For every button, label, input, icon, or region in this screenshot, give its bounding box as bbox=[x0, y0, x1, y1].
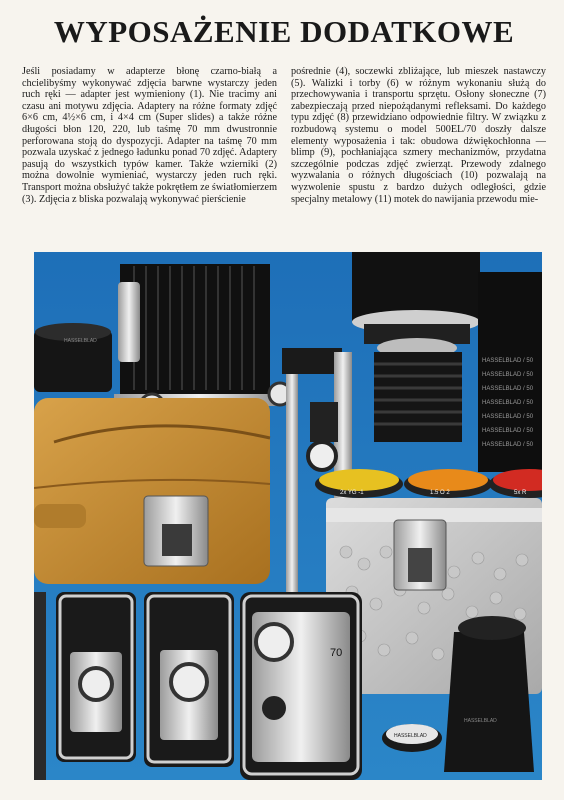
filter-set bbox=[315, 469, 542, 498]
box-label-2: HASSELBLAD / 50 bbox=[482, 372, 534, 378]
leather-case bbox=[34, 398, 270, 584]
box-label-4: HASSELBLAD / 50 bbox=[482, 400, 534, 406]
lens-cap bbox=[382, 724, 442, 752]
film-magazine-1 bbox=[34, 592, 46, 780]
filter-box-stack bbox=[478, 272, 542, 472]
film-magazine-3 bbox=[144, 592, 234, 767]
bellows-unit bbox=[114, 264, 291, 418]
accessories-illustration bbox=[34, 252, 542, 780]
filter-label-orange: 1.5 O 2 bbox=[430, 490, 450, 496]
filter-label-yellow: 2x YG -1 bbox=[340, 490, 364, 496]
body-text bbox=[22, 66, 546, 236]
svg-text:HASSELBLAD: HASSELBLAD bbox=[64, 338, 97, 344]
box-label-3: HASSELBLAD / 50 bbox=[482, 386, 534, 392]
accessories-photo bbox=[34, 252, 542, 780]
page-title: WYPOSAŻENIE DODATKOWE bbox=[53, 14, 515, 49]
magazine-number: 70 bbox=[330, 647, 343, 659]
box-label-6: HASSELBLAD / 50 bbox=[482, 428, 534, 434]
film-magazine-70 bbox=[240, 592, 362, 780]
filter-label-red: 5x R bbox=[514, 490, 527, 496]
lens-hood-object bbox=[34, 323, 112, 392]
box-label-1: HASSELBLAD / 50 bbox=[482, 358, 534, 364]
text-column-left: Jeśli posiadamy w adapterze błonę czarno-białą a chcielibyśmy wykonywać zdjęcia barwne wystarczy jeden ruch ręki — adapter jest wymieniony (1). Nie tracimy ani czasu ani motywu zdjęcia. Adaptery na różne formaty zdjęć 6×6 cm, 4½×6 cm, i 4×4 cm (Super slides) a także różne długości błon 120, 220, lub taśmę 70 mm dwustronnie perforowana stoją do dyspozycji. Adapter na taśmę 70 mm pozwala uzyskać z jednego ładunku ponad 70 zdjęć. Adaptery pasują do wszystkich typów kamer. Także wzierniki (2) można dowolnie wymieniać, wystarczy jeden ruch ręki. Transport można obsłużyć także pokrętłem ze światłomierzem (3). Zdjęcia z bliska pozwalają wykonywać pierścienie bbox=[22, 66, 277, 205]
hood-label: HASSELBLAD bbox=[464, 718, 497, 724]
text-column-right: pośrednie (4), soczewki zbliżające, lub mieszek nastawczy (5). Walizki i torby (6) w różnym wykonaniu służą do przechowywania i transportu sprzętu. Osłony słoneczne (7) zabezpieczają przed niepożądanymi refleksami. Do każdego typu zdjęć (8) przewidziano odpowiednie filtry. W związku z rozbudową systemu o model 500EL/70 doszły dalsze elementy wyposażenia i tak: obudowa dźwiękochłonna — blimp (9), pochłaniająca szmery mechanizmów, przydatna szczególnie podczas zdjęć zwierząt. Przewody zdalnego wyzwalania o różnych długościach (10) pozwalają na wyzwolenie spustu z bardzo dużych odległości, gdzie specjalny metalowy (11) motek do nawijania przewodu mie- bbox=[291, 66, 546, 205]
box-label-5: HASSELBLAD / 50 bbox=[482, 414, 534, 420]
film-magazine-2 bbox=[56, 592, 136, 762]
viewfinder-hood bbox=[444, 616, 534, 772]
box-label-7: HASSELBLAD / 50 bbox=[482, 442, 534, 448]
lens-cap-label: HASSELBLAD bbox=[394, 733, 427, 739]
